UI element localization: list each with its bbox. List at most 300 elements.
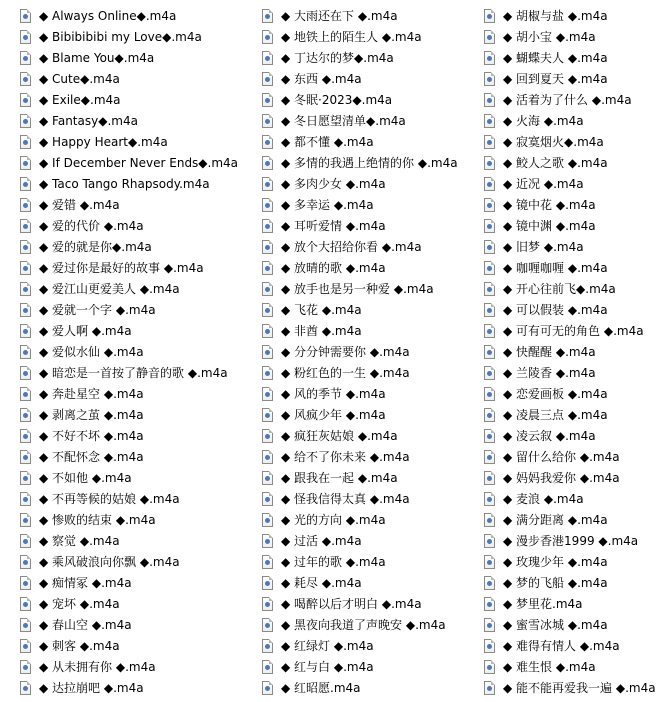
- file-item[interactable]: [262, 636, 482, 657]
- file-name: ◆ 地铁上的陌生人 ◆.m4a: [281, 30, 422, 44]
- file-name: ◆ 冬眠·2023◆.m4a: [281, 93, 393, 107]
- m4a-file-icon: [484, 576, 495, 590]
- file-name: ◆ 红昭愿.m4a: [281, 681, 361, 695]
- file-name: ◆ 开心往前飞◆.m4a: [503, 282, 616, 296]
- file-name: ◆ 分分钟需要你 ◆.m4a: [281, 345, 410, 359]
- file-item[interactable]: [484, 426, 659, 447]
- file-name: ◆ 宠坏 ◆.m4a: [39, 597, 120, 611]
- file-name: ◆ 痴情冢 ◆.m4a: [39, 576, 132, 590]
- m4a-file-icon: [20, 240, 31, 254]
- m4a-file-icon: [20, 408, 31, 422]
- file-name: ◆ 镜中渊 ◆.m4a: [503, 219, 596, 233]
- m4a-file-icon: [262, 282, 273, 296]
- file-name: ◆ 可有可无的角色 ◆.m4a: [503, 324, 644, 338]
- file-name: ◆ Always Online◆.m4a: [39, 9, 177, 23]
- file-item[interactable]: [20, 447, 240, 468]
- file-name: ◆ 难生恨 ◆.m4a: [503, 660, 596, 674]
- file-name: ◆ 爱的就是你◆.m4a: [39, 240, 152, 254]
- m4a-file-icon: [484, 324, 495, 338]
- m4a-file-icon: [262, 660, 273, 674]
- m4a-file-icon: [484, 30, 495, 44]
- file-column-1: [20, 6, 240, 699]
- file-item[interactable]: [262, 489, 482, 510]
- file-name: ◆ 多幸运 ◆.m4a: [281, 198, 374, 212]
- file-name: ◆ 寂寞烟火◆.m4a: [503, 135, 604, 149]
- m4a-file-icon: [484, 471, 495, 485]
- m4a-file-icon: [484, 660, 495, 674]
- file-item[interactable]: [262, 573, 482, 594]
- m4a-file-icon: [20, 219, 31, 233]
- file-name: ◆ 奔赴星空 ◆.m4a: [39, 387, 144, 401]
- m4a-file-icon: [20, 9, 31, 23]
- file-item[interactable]: [20, 657, 240, 678]
- m4a-file-icon: [262, 366, 273, 380]
- m4a-file-icon: [262, 471, 273, 485]
- file-item[interactable]: [20, 174, 240, 195]
- file-item[interactable]: [484, 321, 659, 342]
- file-item[interactable]: [262, 216, 482, 237]
- file-name: ◆ 大雨还在下 ◆.m4a: [281, 9, 398, 23]
- m4a-file-icon: [20, 492, 31, 506]
- m4a-file-icon: [20, 282, 31, 296]
- file-item[interactable]: [484, 363, 659, 384]
- file-item[interactable]: [20, 468, 240, 489]
- file-item[interactable]: [484, 405, 659, 426]
- file-item[interactable]: [20, 552, 240, 573]
- m4a-file-icon: [262, 93, 273, 107]
- m4a-file-icon: [262, 324, 273, 338]
- file-name: ◆ 红绿灯 ◆.m4a: [281, 639, 374, 653]
- m4a-file-icon: [484, 513, 495, 527]
- file-item[interactable]: [484, 216, 659, 237]
- m4a-file-icon: [484, 555, 495, 569]
- file-name: ◆ 达拉崩吧 ◆.m4a: [39, 681, 144, 695]
- file-item[interactable]: [20, 342, 240, 363]
- file-item[interactable]: [262, 384, 482, 405]
- file-item[interactable]: [262, 132, 482, 153]
- m4a-file-icon: [20, 471, 31, 485]
- file-name: ◆ 放晴的歌 ◆.m4a: [281, 261, 386, 275]
- m4a-file-icon: [484, 408, 495, 422]
- m4a-file-icon: [262, 681, 273, 695]
- m4a-file-icon: [20, 387, 31, 401]
- file-name: ◆ 跟我在一起 ◆.m4a: [281, 471, 398, 485]
- m4a-file-icon: [20, 618, 31, 632]
- file-item[interactable]: [262, 237, 482, 258]
- m4a-file-icon: [20, 72, 31, 86]
- file-item[interactable]: [262, 531, 482, 552]
- file-name: ◆ 爱的代价 ◆.m4a: [39, 219, 144, 233]
- file-item[interactable]: [262, 510, 482, 531]
- m4a-file-icon: [20, 156, 31, 170]
- file-name: ◆ 过活 ◆.m4a: [281, 534, 362, 548]
- file-item[interactable]: [262, 678, 482, 699]
- file-name: ◆ 麦浪 ◆.m4a: [503, 492, 584, 506]
- file-item[interactable]: [484, 615, 659, 636]
- file-name: ◆ 惨败的结束 ◆.m4a: [39, 513, 156, 527]
- file-name: ◆ 凌云叙 ◆.m4a: [503, 429, 596, 443]
- file-item[interactable]: [484, 468, 659, 489]
- m4a-file-icon: [484, 51, 495, 65]
- file-item[interactable]: [20, 111, 240, 132]
- file-item[interactable]: [20, 300, 240, 321]
- m4a-file-icon: [20, 51, 31, 65]
- file-item[interactable]: [484, 510, 659, 531]
- m4a-file-icon: [262, 30, 273, 44]
- file-item[interactable]: [262, 6, 482, 27]
- file-name: ◆ 风疯少年 ◆.m4a: [281, 408, 386, 422]
- file-item[interactable]: [20, 405, 240, 426]
- file-item[interactable]: [262, 174, 482, 195]
- file-name: ◆ Exile◆.m4a: [39, 93, 121, 107]
- file-name: ◆ 给不了你未来 ◆.m4a: [281, 450, 410, 464]
- file-name: ◆ 多情的我遇上绝情的你 ◆.m4a: [281, 156, 458, 170]
- file-item[interactable]: [484, 573, 659, 594]
- m4a-file-icon: [262, 345, 273, 359]
- m4a-file-icon: [20, 303, 31, 317]
- m4a-file-icon: [20, 261, 31, 275]
- file-item[interactable]: [262, 657, 482, 678]
- file-column-2: [262, 6, 482, 699]
- file-item[interactable]: [20, 594, 240, 615]
- file-name: ◆ 剥离之茧 ◆.m4a: [39, 408, 144, 422]
- m4a-file-icon: [20, 324, 31, 338]
- file-name: ◆ 兰陵香 ◆.m4a: [503, 366, 596, 380]
- file-name: ◆ 可以假装 ◆.m4a: [503, 303, 608, 317]
- file-item[interactable]: [484, 636, 659, 657]
- file-item[interactable]: [20, 678, 240, 699]
- file-name: ◆ 怪我信得太真 ◆.m4a: [281, 492, 410, 506]
- file-item[interactable]: [262, 258, 482, 279]
- m4a-file-icon: [262, 408, 273, 422]
- file-item[interactable]: [20, 489, 240, 510]
- file-item[interactable]: [262, 447, 482, 468]
- m4a-file-icon: [484, 639, 495, 653]
- m4a-file-icon: [20, 114, 31, 128]
- file-item[interactable]: [262, 153, 482, 174]
- file-item[interactable]: [262, 594, 482, 615]
- m4a-file-icon: [20, 681, 31, 695]
- file-name: ◆ 快醒醒 ◆.m4a: [503, 345, 596, 359]
- m4a-file-icon: [262, 261, 273, 275]
- file-name: ◆ 梦里花.m4a: [503, 597, 583, 611]
- file-item[interactable]: [20, 258, 240, 279]
- m4a-file-icon: [20, 366, 31, 380]
- m4a-file-icon: [262, 72, 273, 86]
- file-item[interactable]: [262, 195, 482, 216]
- file-name: ◆ 凌晨三点 ◆.m4a: [503, 408, 608, 422]
- m4a-file-icon: [262, 513, 273, 527]
- file-name: ◆ 蝴蝶夫人 ◆.m4a: [503, 51, 608, 65]
- file-item[interactable]: [484, 447, 659, 468]
- file-name: ◆ Fantasy◆.m4a: [39, 114, 138, 128]
- m4a-file-icon: [262, 177, 273, 191]
- file-name: ◆ 不如他 ◆.m4a: [39, 471, 132, 485]
- file-item[interactable]: [484, 48, 659, 69]
- file-item[interactable]: [20, 195, 240, 216]
- file-item[interactable]: [484, 531, 659, 552]
- file-item[interactable]: [484, 27, 659, 48]
- m4a-file-icon: [484, 219, 495, 233]
- m4a-file-icon: [484, 72, 495, 86]
- file-item[interactable]: [20, 90, 240, 111]
- file-item[interactable]: [262, 615, 482, 636]
- file-item[interactable]: [20, 69, 240, 90]
- file-name: ◆ 察觉 ◆.m4a: [39, 534, 120, 548]
- m4a-file-icon: [484, 177, 495, 191]
- file-item[interactable]: [20, 615, 240, 636]
- file-name: ◆ 爱错 ◆.m4a: [39, 198, 120, 212]
- m4a-file-icon: [20, 534, 31, 548]
- file-name: ◆ 爱过你是最好的故事 ◆.m4a: [39, 261, 204, 275]
- file-item[interactable]: [20, 636, 240, 657]
- file-name: ◆ 爱人啊 ◆.m4a: [39, 324, 132, 338]
- file-item[interactable]: [20, 321, 240, 342]
- file-name: ◆ 妈妈我爱你 ◆.m4a: [503, 471, 620, 485]
- file-item[interactable]: [20, 48, 240, 69]
- file-name: ◆ 红与白 ◆.m4a: [281, 660, 374, 674]
- m4a-file-icon: [484, 156, 495, 170]
- m4a-file-icon: [262, 156, 273, 170]
- m4a-file-icon: [484, 597, 495, 611]
- file-item[interactable]: [20, 237, 240, 258]
- file-name: ◆ 风的季节 ◆.m4a: [281, 387, 386, 401]
- file-item[interactable]: [20, 216, 240, 237]
- file-item[interactable]: [262, 111, 482, 132]
- m4a-file-icon: [262, 429, 273, 443]
- file-name: ◆ 镜中花 ◆.m4a: [503, 198, 596, 212]
- m4a-file-icon: [20, 198, 31, 212]
- file-item[interactable]: [484, 552, 659, 573]
- file-name: ◆ 难得有情人 ◆.m4a: [503, 639, 620, 653]
- file-item[interactable]: [262, 363, 482, 384]
- m4a-file-icon: [484, 345, 495, 359]
- file-name: ◆ 丁达尔的梦◆.m4a: [281, 51, 394, 65]
- file-item[interactable]: [262, 48, 482, 69]
- file-item[interactable]: [484, 195, 659, 216]
- m4a-file-icon: [20, 660, 31, 674]
- file-item[interactable]: [484, 678, 659, 699]
- file-name: ◆ 暗恋是一首按了静音的歌 ◆.m4a: [39, 366, 228, 380]
- file-item[interactable]: [20, 132, 240, 153]
- m4a-file-icon: [262, 198, 273, 212]
- file-item[interactable]: [20, 153, 240, 174]
- file-item[interactable]: [484, 132, 659, 153]
- file-name: ◆ 旧梦 ◆.m4a: [503, 240, 584, 254]
- file-name: ◆ 近况 ◆.m4a: [503, 177, 584, 191]
- file-name: ◆ 不再等候的姑娘 ◆.m4a: [39, 492, 180, 506]
- m4a-file-icon: [484, 303, 495, 317]
- file-name: ◆ 放手也是另一种爱 ◆.m4a: [281, 282, 434, 296]
- file-name: ◆ 爱似水仙 ◆.m4a: [39, 345, 144, 359]
- file-item[interactable]: [20, 279, 240, 300]
- file-name: ◆ 能不能再爱我一遍 ◆.m4a: [503, 681, 656, 695]
- file-name: ◆ 耳听爱情 ◆.m4a: [281, 219, 386, 233]
- file-name: ◆ 玫瑰少年 ◆.m4a: [503, 555, 608, 569]
- file-name: ◆ 胡小宝 ◆.m4a: [503, 30, 596, 44]
- m4a-file-icon: [20, 345, 31, 359]
- m4a-file-icon: [484, 450, 495, 464]
- m4a-file-icon: [484, 387, 495, 401]
- file-name: ◆ 不配怀念 ◆.m4a: [39, 450, 144, 464]
- file-name: ◆ If December Never Ends◆.m4a: [39, 156, 239, 170]
- file-name: ◆ 春山空 ◆.m4a: [39, 618, 132, 632]
- m4a-file-icon: [262, 9, 273, 23]
- file-name: ◆ 刺客 ◆.m4a: [39, 639, 120, 653]
- file-item[interactable]: [262, 90, 482, 111]
- m4a-file-icon: [20, 639, 31, 653]
- m4a-file-icon: [20, 135, 31, 149]
- file-name: ◆ 不好不坏 ◆.m4a: [39, 429, 144, 443]
- m4a-file-icon: [262, 555, 273, 569]
- file-name: ◆ 火海 ◆.m4a: [503, 114, 584, 128]
- m4a-file-icon: [20, 30, 31, 44]
- m4a-file-icon: [262, 639, 273, 653]
- file-name: ◆ 咖喱咖喱 ◆.m4a: [503, 261, 608, 275]
- m4a-file-icon: [20, 597, 31, 611]
- file-name: ◆ 黑夜向我道了声晚安 ◆.m4a: [281, 618, 446, 632]
- file-item[interactable]: [484, 153, 659, 174]
- file-name: ◆ 疯狂灰姑娘 ◆.m4a: [281, 429, 398, 443]
- file-item[interactable]: [484, 594, 659, 615]
- m4a-file-icon: [262, 618, 273, 632]
- m4a-file-icon: [262, 597, 273, 611]
- file-name: ◆ 非酋 ◆.m4a: [281, 324, 362, 338]
- file-name: ◆ 都不懂 ◆.m4a: [281, 135, 374, 149]
- file-item[interactable]: [20, 573, 240, 594]
- m4a-file-icon: [20, 93, 31, 107]
- file-item[interactable]: [484, 237, 659, 258]
- file-item[interactable]: [262, 342, 482, 363]
- file-item[interactable]: [262, 279, 482, 300]
- file-name: ◆ Cute◆.m4a: [39, 72, 120, 86]
- file-item[interactable]: [484, 657, 659, 678]
- m4a-file-icon: [484, 492, 495, 506]
- file-name: ◆ 放个大招给你看 ◆.m4a: [281, 240, 422, 254]
- file-name: ◆ Happy Heart◆.m4a: [39, 135, 168, 149]
- m4a-file-icon: [262, 387, 273, 401]
- m4a-file-icon: [20, 555, 31, 569]
- file-name: ◆ 恋爱画板 ◆.m4a: [503, 387, 608, 401]
- file-name: ◆ 冬日愿望清单◆.m4a: [281, 114, 406, 128]
- file-item[interactable]: [484, 489, 659, 510]
- m4a-file-icon: [484, 240, 495, 254]
- file-name: ◆ 东西 ◆.m4a: [281, 72, 362, 86]
- file-item[interactable]: [262, 321, 482, 342]
- file-item[interactable]: [20, 426, 240, 447]
- file-name: ◆ 梦的飞船 ◆.m4a: [503, 576, 608, 590]
- file-item[interactable]: [262, 27, 482, 48]
- file-item[interactable]: [20, 6, 240, 27]
- file-name: ◆ 乘风破浪向你飘 ◆.m4a: [39, 555, 180, 569]
- file-name: ◆ 喝醉以后才明白 ◆.m4a: [281, 597, 422, 611]
- file-item[interactable]: [262, 468, 482, 489]
- file-item[interactable]: [484, 90, 659, 111]
- file-item[interactable]: [262, 405, 482, 426]
- file-item[interactable]: [484, 279, 659, 300]
- m4a-file-icon: [20, 576, 31, 590]
- file-name: ◆ 回到夏天 ◆.m4a: [503, 72, 608, 86]
- file-name: ◆ Taco Tango Rhapsody.m4a: [39, 177, 210, 191]
- file-item[interactable]: [20, 510, 240, 531]
- m4a-file-icon: [484, 198, 495, 212]
- m4a-file-icon: [262, 450, 273, 464]
- m4a-file-icon: [484, 282, 495, 296]
- m4a-file-icon: [20, 177, 31, 191]
- file-name: ◆ 过年的歌 ◆.m4a: [281, 555, 386, 569]
- m4a-file-icon: [262, 240, 273, 254]
- m4a-file-icon: [484, 681, 495, 695]
- file-name: ◆ Blame You◆.m4a: [39, 51, 155, 65]
- file-item[interactable]: [20, 531, 240, 552]
- m4a-file-icon: [484, 618, 495, 632]
- file-item[interactable]: [484, 384, 659, 405]
- m4a-file-icon: [262, 534, 273, 548]
- file-item[interactable]: [262, 426, 482, 447]
- m4a-file-icon: [484, 534, 495, 548]
- file-name: ◆ Bibibibibi my Love◆.m4a: [39, 30, 202, 44]
- file-item[interactable]: [484, 111, 659, 132]
- file-item[interactable]: [484, 69, 659, 90]
- m4a-file-icon: [262, 303, 273, 317]
- file-item[interactable]: [20, 27, 240, 48]
- m4a-file-icon: [484, 93, 495, 107]
- file-item[interactable]: [262, 300, 482, 321]
- m4a-file-icon: [484, 429, 495, 443]
- m4a-file-icon: [484, 114, 495, 128]
- file-item[interactable]: [484, 174, 659, 195]
- m4a-file-icon: [484, 261, 495, 275]
- m4a-file-icon: [262, 51, 273, 65]
- file-item[interactable]: [20, 363, 240, 384]
- file-item[interactable]: [484, 6, 659, 27]
- file-name: ◆ 爱就一个字 ◆.m4a: [39, 303, 156, 317]
- file-name: ◆ 蜜雪冰城 ◆.m4a: [503, 618, 608, 632]
- m4a-file-icon: [262, 492, 273, 506]
- m4a-file-icon: [262, 219, 273, 233]
- file-item[interactable]: [484, 258, 659, 279]
- file-name: ◆ 满分距离 ◆.m4a: [503, 513, 608, 527]
- file-name: ◆ 粉红色的一生 ◆.m4a: [281, 366, 410, 380]
- m4a-file-icon: [262, 114, 273, 128]
- file-name: ◆ 飞花 ◆.m4a: [281, 303, 362, 317]
- file-name: ◆ 留什么给你 ◆.m4a: [503, 450, 620, 464]
- file-name: ◆ 光的方向 ◆.m4a: [281, 513, 386, 527]
- file-name: ◆ 多肉少女 ◆.m4a: [281, 177, 386, 191]
- m4a-file-icon: [262, 135, 273, 149]
- m4a-file-icon: [484, 9, 495, 23]
- file-item[interactable]: [484, 342, 659, 363]
- file-name: ◆ 活着为了什么 ◆.m4a: [503, 93, 632, 107]
- m4a-file-icon: [20, 450, 31, 464]
- m4a-file-icon: [484, 135, 495, 149]
- file-item[interactable]: [262, 69, 482, 90]
- file-item[interactable]: [262, 552, 482, 573]
- file-name: ◆ 耗尽 ◆.m4a: [281, 576, 362, 590]
- file-name: ◆ 鲛人之歌 ◆.m4a: [503, 156, 608, 170]
- file-item[interactable]: [20, 384, 240, 405]
- file-list: [0, 6, 659, 696]
- file-name: ◆ 漫步香港1999 ◆.m4a: [503, 534, 639, 548]
- m4a-file-icon: [262, 576, 273, 590]
- file-item[interactable]: [484, 300, 659, 321]
- file-name: ◆ 爱江山更爱美人 ◆.m4a: [39, 282, 180, 296]
- file-name: ◆ 从未拥有你 ◆.m4a: [39, 660, 156, 674]
- file-column-3: [484, 6, 659, 699]
- m4a-file-icon: [20, 429, 31, 443]
- file-name: ◆ 胡椒与盐 ◆.m4a: [503, 9, 608, 23]
- m4a-file-icon: [484, 366, 495, 380]
